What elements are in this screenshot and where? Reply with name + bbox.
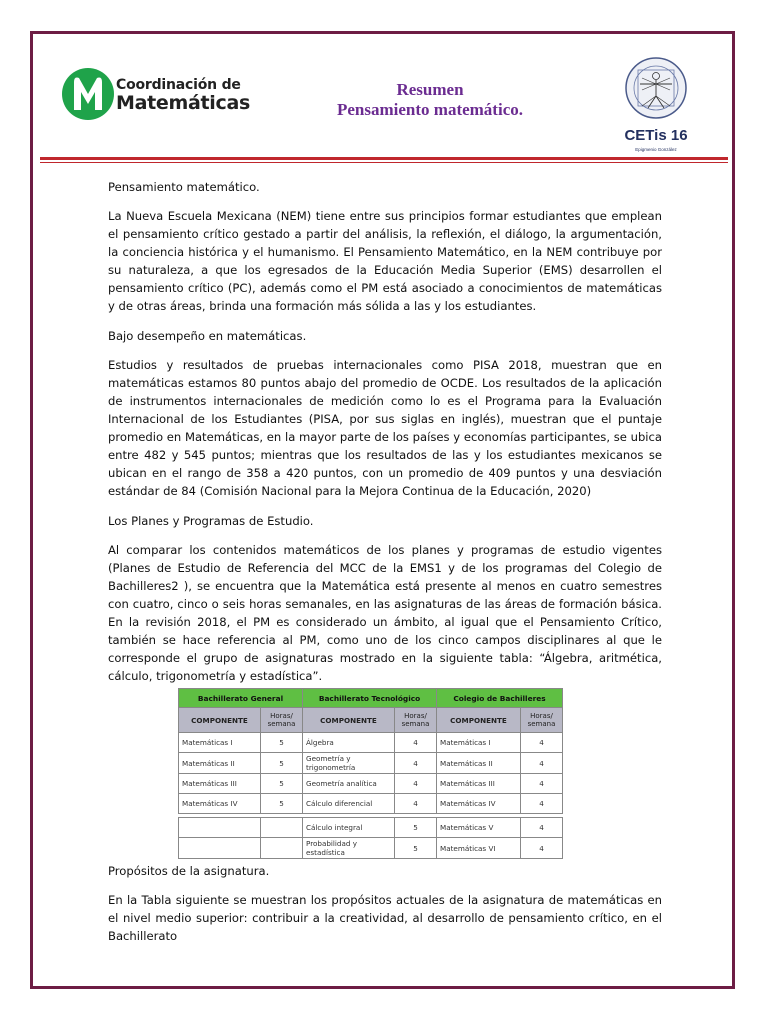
paragraph-planes: Al comparar los contenidos matemáticos de los planes y programas de estudio vigentes (Planes de Estudio de Referencia del MCC de la EMS1 y de los programas del Colegio de Bachilleres2 ), se encuentra que la Matemática está presente al menos en cuatro semestres con cuatro, cinco o seis horas semanales, en las asignaturas de las áreas de formación básica. En la revisión 2018, el PM es considerado un ámbito, al igual que el Pensamiento Crítico, también se hace referencia al PM, como uno de los cinco campos disciplinares al que le corresponde el grupo de asignaturas mostrado en la siguiente tabla: “Álgebra, aritmética, cálculo, trigonometría y estadística”.	[108, 543, 662, 683]
table-cell: 5	[261, 753, 303, 774]
table-cell: 4	[521, 733, 563, 753]
logo-line2: Matemáticas	[116, 92, 251, 114]
table-cell: 5	[261, 794, 303, 814]
table-cell: Matemáticas III	[437, 774, 521, 794]
table-cell: Álgebra	[303, 733, 395, 753]
table-cell	[179, 818, 261, 838]
table-cell: Matemáticas V	[437, 818, 521, 838]
vitruvian-seal-icon	[620, 56, 692, 156]
group-header: Bachillerato General	[179, 689, 303, 708]
header-rule-thick	[40, 157, 728, 160]
document-body	[108, 178, 662, 697]
table-cell	[179, 838, 261, 859]
table-cell: Matemáticas VI	[437, 838, 521, 859]
table-row	[179, 733, 563, 753]
title-line1: Resumen	[396, 80, 464, 99]
table-cell: 4	[521, 838, 563, 859]
table-cell	[261, 818, 303, 838]
heading-pensamiento: Pensamiento matemático.	[108, 180, 260, 194]
page-title	[300, 80, 560, 120]
coordinacion-logo	[62, 66, 252, 122]
column-header: Horas/ semana	[261, 708, 303, 733]
heading-planes: Los Planes y Programas de Estudio.	[108, 514, 314, 528]
heading-propositos: Propósitos de la asignatura.	[108, 864, 270, 878]
table-cell: Probabilidad y estadística	[303, 838, 395, 859]
group-header: Bachillerato Tecnológico	[303, 689, 437, 708]
table-row	[179, 838, 563, 859]
school-logo-sub: Epigmenio González	[635, 147, 677, 152]
table-cell: 4	[395, 794, 437, 814]
table-cell: 4	[521, 794, 563, 814]
table-cell: Cálculo integral	[303, 818, 395, 838]
heading-bajo-desempeno: Bajo desempeño en matemáticas.	[108, 329, 307, 343]
table-cell: Matemáticas II	[437, 753, 521, 774]
table-cell: Matemáticas I	[179, 733, 261, 753]
table-cell: 4	[521, 753, 563, 774]
paragraph-pisa: Estudios y resultados de pruebas internacionales como PISA 2018, muestran que en matemáticas estamos 80 puntos abajo del promedio de OCDE. Los resultados de la aplicación de instrumentos internacionales de medición como lo es el Programa para la Evaluación Internacional de los Estudiantes (PISA, por sus siglas en inglés), muestran que el puntaje promedio en Matemáticas, en la mayor parte de los países y economías participantes, se ubica entre 482 y 545 puntos; mientras que los resultados de las y los estudiantes mexicanos se ubican en el rango de 358 a 420 puntos, con un promedio de 409 puntos y una desviación estándar de 84 (Comisión Nacional para la Mejora Continua de la Educación, 2020)	[108, 358, 662, 498]
column-header: COMPONENTE	[303, 708, 395, 733]
table-cell: 5	[395, 838, 437, 859]
logo-line1: Coordinación de	[116, 77, 241, 93]
title-line2: Pensamiento matemático.	[336, 100, 523, 119]
table-cell: 5	[395, 818, 437, 838]
m-logo-icon	[62, 66, 114, 122]
table-cell: 5	[261, 733, 303, 753]
table-cell	[261, 838, 303, 859]
table-row	[179, 818, 563, 838]
table-cell: Matemáticas I	[437, 733, 521, 753]
table-cell: Cálculo diferencial	[303, 794, 395, 814]
table-cell: 4	[521, 818, 563, 838]
table-cell: 4	[395, 753, 437, 774]
table-cell: Matemáticas IV	[179, 794, 261, 814]
header-rule-thin	[40, 162, 728, 163]
table-cell: Matemáticas II	[179, 753, 261, 774]
column-header: Horas/ semana	[521, 708, 563, 733]
table-cell: 4	[395, 774, 437, 794]
table-cell: 4	[395, 733, 437, 753]
table-row	[179, 794, 563, 814]
paragraph-propositos: En la Tabla siguiente se muestran los propósitos actuales de la asignatura de matemáticas en el nivel medio superior: contribuir a la creatividad, al desarrollo de pensamiento crítico, en el Bachillerato	[108, 893, 662, 943]
table-cell: 4	[521, 774, 563, 794]
paragraph-nem: La Nueva Escuela Mexicana (NEM) tiene entre sus principios formar estudiantes que emplean el pensamiento crítico gestado a partir del análisis, la reflexión, el diálogo, la argumentación, la conciencia histórica y el humanismo. El Pensamiento Matemático, en la NEM contribuye por su naturaleza, a que los egresados de la Educación Media Superior (EMS) desarrollen el pensamiento crítico (PC), además como el PM está asociado a conocimientos de matemáticas y de otras áreas, brinda una formación más sólida a las y los estudiantes.	[108, 209, 662, 313]
column-header: Horas/ semana	[395, 708, 437, 733]
column-header: COMPONENTE	[437, 708, 521, 733]
column-header: COMPONENTE	[179, 708, 261, 733]
table-cell: 5	[261, 774, 303, 794]
school-logo-text: CETis 16	[624, 127, 688, 144]
document-body-continued	[108, 862, 662, 957]
table-cell: Geometría y trigonometría	[303, 753, 395, 774]
table-row	[179, 774, 563, 794]
comparison-table	[178, 688, 562, 859]
group-header: Colegio de Bachilleres	[437, 689, 563, 708]
table-row	[179, 753, 563, 774]
table-cell: Matemáticas IV	[437, 794, 521, 814]
cetis-logo	[620, 56, 692, 156]
logo-text	[116, 78, 250, 113]
table-cell: Geometría analítica	[303, 774, 395, 794]
table-cell: Matemáticas III	[179, 774, 261, 794]
